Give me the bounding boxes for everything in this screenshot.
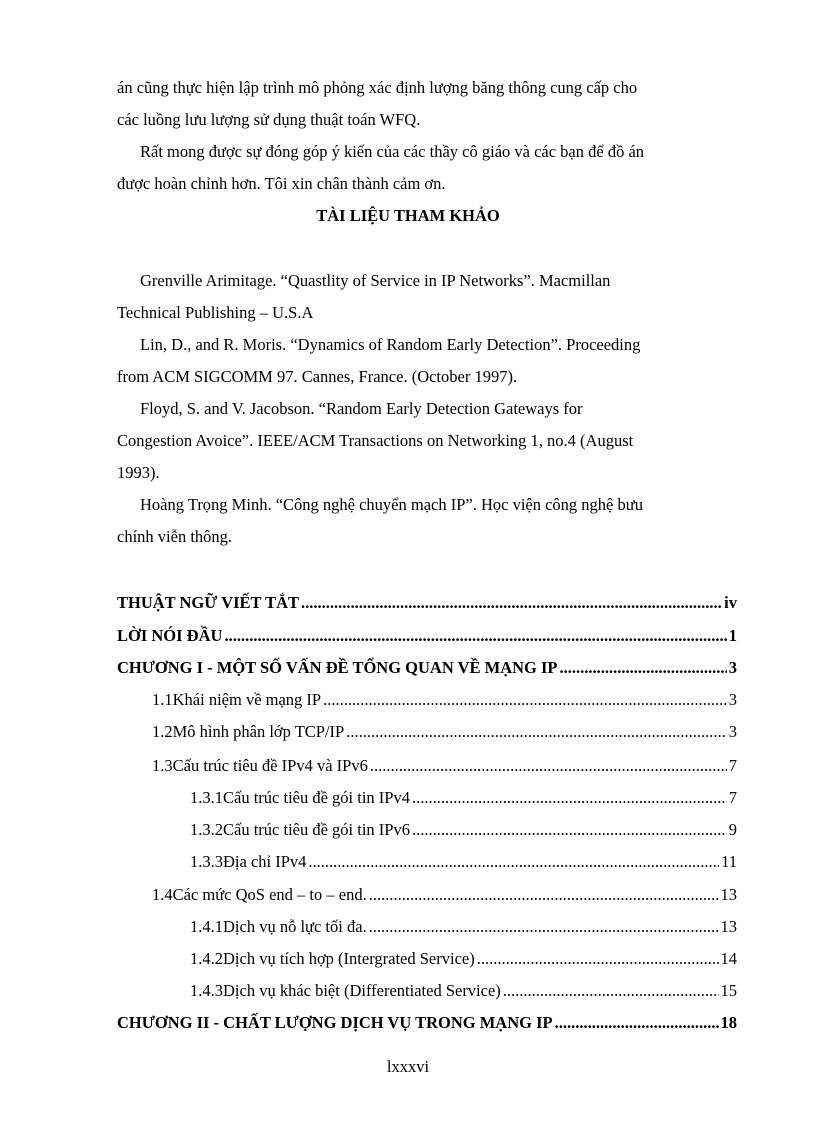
reference-line-5: Floyd, S. and V. Jacobson. “Random Early Detection Gateways for	[140, 399, 583, 418]
toc-page-number: 15	[720, 981, 737, 1000]
toc-title: CHƯƠNG I - MỘT SỐ VẤN ĐỀ TỔNG QUAN VỀ MẠNG IP	[117, 658, 558, 677]
toc-entry-1-3-2[interactable]	[190, 820, 737, 840]
toc-leader-dots	[503, 981, 719, 1001]
toc-leader-dots	[412, 788, 727, 808]
toc-entry-chapter-1[interactable]	[117, 658, 737, 678]
toc-page-number: 3	[728, 690, 737, 709]
toc-page-number: 18	[720, 1013, 737, 1032]
toc-entry-abbreviations[interactable]	[117, 593, 737, 613]
footer-page-number: lxxxvi	[386, 1057, 430, 1076]
toc-leader-dots	[346, 722, 727, 742]
toc-leader-dots	[370, 756, 727, 776]
toc-title: Dịch vụ khác biệt (Differentiated Service)	[223, 981, 501, 1000]
toc-section-number: 1.4.3	[190, 981, 223, 1000]
reference-line-4: from ACM SIGCOMM 97. Cannes, France. (October 1997).	[117, 367, 518, 386]
toc-leader-dots	[555, 1013, 719, 1033]
toc-title: Địa chỉ IPv4	[223, 852, 307, 871]
toc-section-number: 1.4.1	[190, 917, 223, 936]
toc-leader-dots	[301, 593, 722, 613]
toc-section-number: 1.4.2	[190, 949, 223, 968]
toc-entry-1-3[interactable]	[152, 756, 737, 776]
reference-line-8: Hoàng Trọng Minh. “Công nghệ chuyển mạch IP”. Học viện công nghệ bưu	[140, 495, 643, 514]
toc-title: CHƯƠNG II - CHẤT LƯỢNG DỊCH VỤ TRONG MẠNG IP	[117, 1013, 553, 1032]
toc-entry-1-4[interactable]	[152, 885, 737, 905]
toc-page-number: 11	[721, 852, 737, 871]
toc-title: Mô hình phân lớp TCP/IP	[172, 722, 345, 741]
toc-title: THUẬT NGỮ VIẾT TẮT	[117, 593, 300, 612]
toc-entry-1-2[interactable]	[152, 722, 737, 742]
toc-leader-dots	[560, 658, 727, 678]
toc-title: LỜI NÓI ĐẦU	[117, 626, 223, 645]
toc-entry-1-4-3[interactable]	[190, 981, 737, 1001]
toc-section-number: 1.3.3	[190, 852, 223, 871]
toc-title: Cấu trúc tiêu đề gói tin IPv6	[223, 820, 410, 839]
toc-page-number: 9	[728, 820, 737, 839]
intro-line-4: được hoàn chỉnh hơn. Tôi xin chân thành cảm ơn.	[117, 174, 446, 193]
toc-page-number: 13	[720, 885, 737, 904]
toc-section-number: 1.1	[152, 690, 173, 709]
intro-line-3: Rất mong được sự đóng góp ý kiến của các thầy cô giáo và các bạn để đồ án	[140, 142, 645, 161]
toc-title: Cấu trúc tiêu đề gói tin IPv4	[223, 788, 410, 807]
toc-page-number: 3	[728, 722, 737, 741]
references-heading: TÀI LIỆU THAM KHẢO	[316, 206, 500, 225]
toc-page-number: 14	[720, 949, 737, 968]
intro-line-1: án cũng thực hiện lập trình mô phỏng xác định lượng băng thông cung cấp cho	[117, 78, 638, 97]
toc-entry-1-3-1[interactable]	[190, 788, 737, 808]
toc-section-number: 1.3	[152, 756, 173, 775]
reference-line-6: Congestion Avoice”. IEEE/ACM Transactions on Networking 1, no.4 (August	[117, 431, 634, 450]
toc-section-number: 1.3.2	[190, 820, 223, 839]
toc-entry-1-1[interactable]	[152, 690, 737, 710]
toc-section-number: 1.3.1	[190, 788, 223, 807]
toc-page-number: 13	[720, 917, 737, 936]
toc-title: Dịch vụ nỗ lực tối đa.	[223, 917, 367, 936]
reference-line-2: Technical Publishing – U.S.A	[117, 303, 314, 322]
toc-section-number: 1.4	[152, 885, 173, 904]
reference-line-3: Lin, D., and R. Moris. “Dynamics of Random Early Detection”. Proceeding	[140, 335, 641, 354]
toc-page-number: 7	[728, 756, 737, 775]
toc-page-number: 7	[728, 788, 737, 807]
toc-entry-1-3-3[interactable]	[190, 852, 737, 872]
toc-entry-preface[interactable]	[117, 626, 737, 646]
toc-leader-dots	[323, 690, 727, 710]
toc-leader-dots	[477, 949, 719, 969]
toc-entry-1-4-1[interactable]	[190, 917, 737, 937]
reference-line-1: Grenville Arimitage. “Quastlity of Service in IP Networks”. Macmillan	[140, 271, 611, 290]
intro-line-2: các luồng lưu lượng sử dụng thuật toán WFQ.	[117, 110, 421, 129]
toc-leader-dots	[308, 852, 719, 872]
reference-line-9: chính viễn thông.	[117, 527, 233, 546]
toc-title: Cấu trúc tiêu đề IPv4 và IPv6	[172, 756, 368, 775]
toc-title: Các mức QoS end – to – end.	[172, 885, 367, 904]
toc-leader-dots	[224, 626, 726, 646]
toc-page-number: 3	[728, 658, 737, 677]
toc-entry-chapter-2[interactable]	[117, 1013, 737, 1033]
reference-line-7: 1993).	[117, 463, 160, 482]
toc-page-number: 1	[728, 626, 737, 645]
toc-title: Khái niệm về mạng IP	[172, 690, 322, 709]
toc-title: Dịch vụ tích hợp (Intergrated Service)	[223, 949, 475, 968]
toc-section-number: 1.2	[152, 722, 173, 741]
toc-leader-dots	[369, 885, 719, 905]
toc-entry-1-4-2[interactable]	[190, 949, 737, 969]
toc-leader-dots	[369, 917, 719, 937]
toc-leader-dots	[412, 820, 727, 840]
toc-page-number: iv	[724, 593, 737, 612]
